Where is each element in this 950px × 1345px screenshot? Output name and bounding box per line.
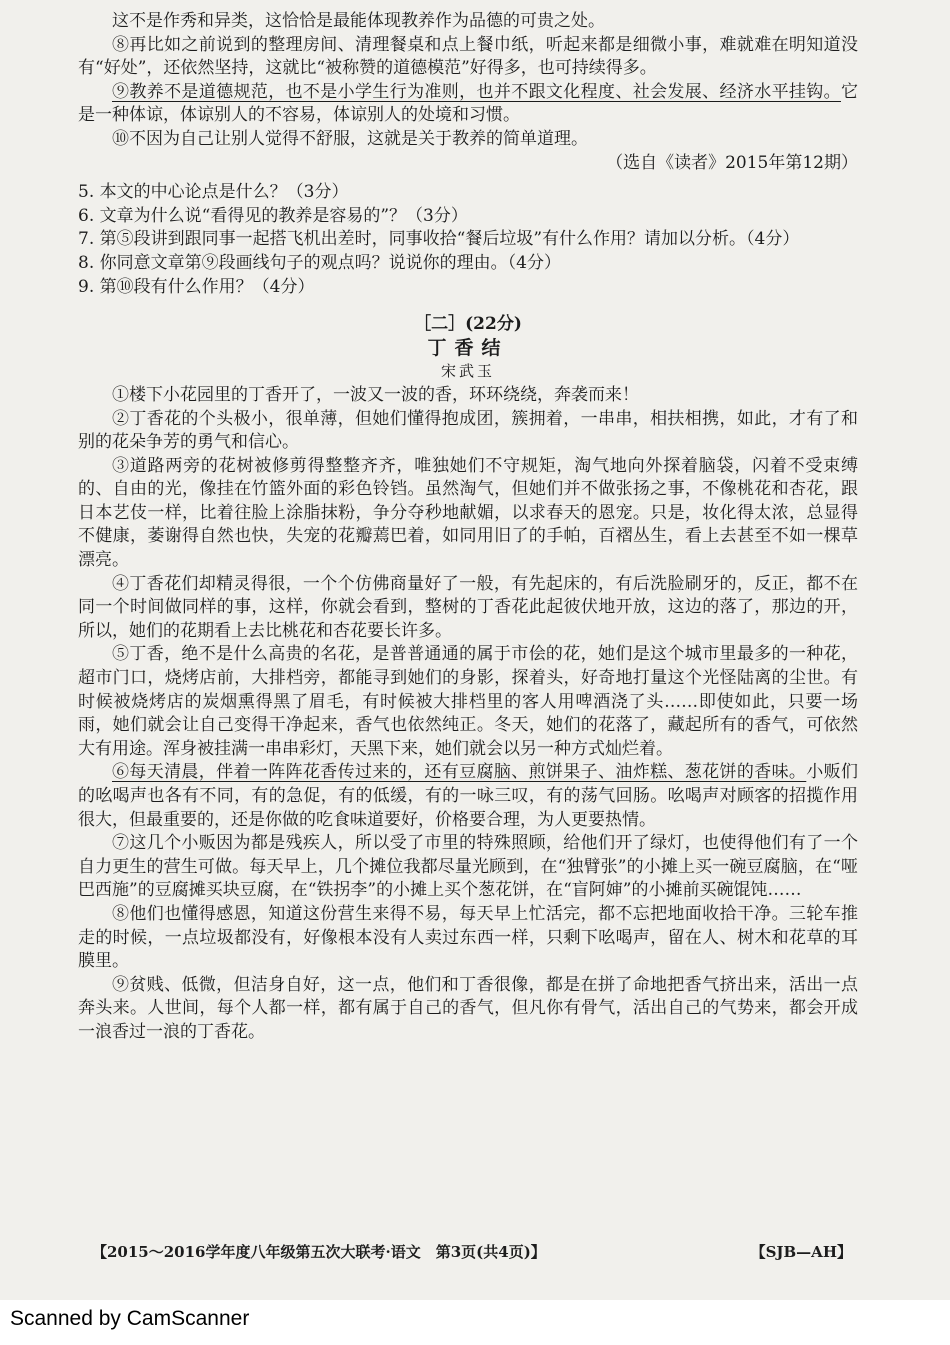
footer-exam-info: 【2015～2016学年度八年级第五次大联考·语文 第3页(共4页)】 — [92, 1243, 546, 1261]
passage-author: 宋武玉 — [440, 362, 495, 381]
question-7: 7. 第⑤段讲到跟同事一起搭飞机出差时，同事收拾“餐后垃圾”有什么作用？请加以分析。（4分） — [78, 229, 800, 250]
passage2-paragraph-2: ②丁香花的个头极小，很单薄，但她们懂得抱成团，簇拥着，一串串，相扶相携，如此，才有了和别的花朵争芳的勇气和信心。 — [78, 408, 858, 453]
question-list — [78, 181, 858, 299]
passage-title: 丁香结 — [427, 336, 509, 359]
passage1-paragraph-7-continuation: 这不是作秀和异类，这恰恰是最能体现教养作为品德的可贵之处。 — [112, 11, 605, 31]
underlined-sentence: ⑥每天清晨，伴着一阵阵花香传过来的，还有豆腐脑、煎饼果子、油炸糕、葱花饼的香味。 — [112, 762, 807, 783]
scanner-watermark: Scanned by CamScanner — [10, 1307, 250, 1330]
section-label: ［二］(22分) — [414, 314, 522, 335]
passage2-paragraph-1: ①楼下小花园里的丁香开了，一波又一波的香，环环绕绕，奔袭而来！ — [112, 384, 639, 405]
question-9: 9. 第⑩段有什么作用？（4分） — [78, 276, 315, 297]
passage2-paragraph-7: ⑦这几个小贩因为都是残疾人，所以受了市里的特殊照顾，给他们开了绿灯，也使得他们有了一个自力更生的营生可做。每天早上，几个摊位我都尽量光顾到，在“独臂张”的小摊上买一碗豆腐脑，在“哑巴西施”的豆腐摊买块豆腐，在“铁拐李”的小摊上买个葱花饼，在“盲阿婶”的小摊前买碗馄饨…… — [78, 833, 858, 901]
passage1-paragraph-8: ⑧再比如之前说到的整理房间、清理餐桌和点上餐巾纸，听起来都是细微小事，难就难在明知道没有“好处”，还依然坚持，这就比“被称赞的道德模范”好得多，也可持续得多。 — [78, 34, 858, 79]
passage2-paragraph-5: ⑤丁香，绝不是什么高贵的名花，是普普通通的属于市侩的花，她们是这个城市里最多的一种花，超市门口，烧烤店前，大排档旁，都能寻到她们的身影，探着头，好奇地打量这个光怪陆离的尘世。有时候被烧烤店的炭烟熏得黑了眉毛，有时候被大排档里的客人用啤酒浇了头……即使如此，只要一场雨，她们就会让自己变得干净起来，香气也依然纯正。冬天，她们的花落了，藏起所有的香气，可依然大有用途。浑身被挂满一串串彩灯，天黑下来，她们就会以另一种方式灿烂着。 — [78, 644, 858, 759]
paragraph-6-rest: 小贩们的吆喝声也各有不同，有的急促，有的低缓，有的一咏三叹，有的荡气回肠。吆喝声对顾客的招揽作用很大，但最重要的，还是你做的吃食味道要好，价格要合理，为人更要热情。 — [78, 762, 859, 830]
passage2-paragraph-3: ③道路两旁的花树被修剪得整整齐齐，唯独她们不守规矩，淘气地向外探着脑袋，闪着不受束缚的、自由的光，像挂在竹篮外面的彩色铃铛。虽然淘气，但她们并不做张扬之事，不像桃花和杏花，跟日本艺伎一样，比着往脸上涂脂抹粉，争分夺秒地献媚，以求春天的恩宠。只是，妆化得太浓，总显得不健康，萎谢得自然也快，失宠的花瓣蔫巴着，如同用旧了的手帕，百褶丛生，看上去甚至不如一棵草漂亮。 — [78, 455, 858, 571]
question-8: 8. 你同意文章第⑨段画线句子的观点吗？说说你的理由。（4分） — [78, 252, 561, 273]
passage2-paragraph-8: ⑧他们也懂得感恩，知道这份营生来得不易，每天早上忙活完，都不忘把地面收拾干净。三轮车推走的时候，一点垃圾都没有，好像根本没有人卖过东西一样，只剩下吆喝声，留在人、树木和花草的耳膜里。 — [78, 903, 858, 972]
underlined-sentence: ⑨教养不是道德规范，也不是小学生行为准则，也并不跟文化程度、社会发展、经济水平挂钩。 — [112, 81, 841, 102]
passage2-paragraph-9: ⑨贫贱、低微，但洁身自好，这一点，他们和丁香很像，都是在拼了命地把香气挤出来，活出一点奔头来。人世间，每个人都一样，都有属于自己的香气，但凡你有骨气，活出自己的气势来，都会开成一浪香过一浪的丁香花。 — [78, 974, 858, 1042]
passage1-paragraph-9 — [78, 81, 858, 128]
question-6: 6. 文章为什么说“看得见的教养是容易的”？（3分） — [78, 205, 468, 226]
footer-code: 【SJB—AH】 — [750, 1243, 852, 1261]
page-footer — [92, 1241, 852, 1262]
passage2-paragraph-4: ④丁香花们却精灵得很，一个个仿佛商量好了一般，有先起床的，有后洗脸刷牙的，反正，都不在同一个时间做同样的事，这样，你就会看到，整树的丁香花此起彼伏地开放，这边的落了，那边的开，所以，她们的花期看上去比桃花和杏花要长许多。 — [78, 573, 858, 641]
paragraph-9-rest: 它是一种体谅，体谅别人的不容易，体谅别人的处境和习惯。 — [78, 81, 858, 126]
passage2-paragraph-6 — [78, 761, 858, 832]
page-content — [78, 10, 858, 1045]
passage-source: （选自《读者》2015年第12期） — [606, 152, 858, 173]
passage1-paragraph-10: ⑩不因为自己让别人觉得不舒服，这就是关于教养的简单道理。 — [112, 128, 588, 149]
question-5: 5. 本文的中心论点是什么？（3分） — [78, 182, 349, 203]
